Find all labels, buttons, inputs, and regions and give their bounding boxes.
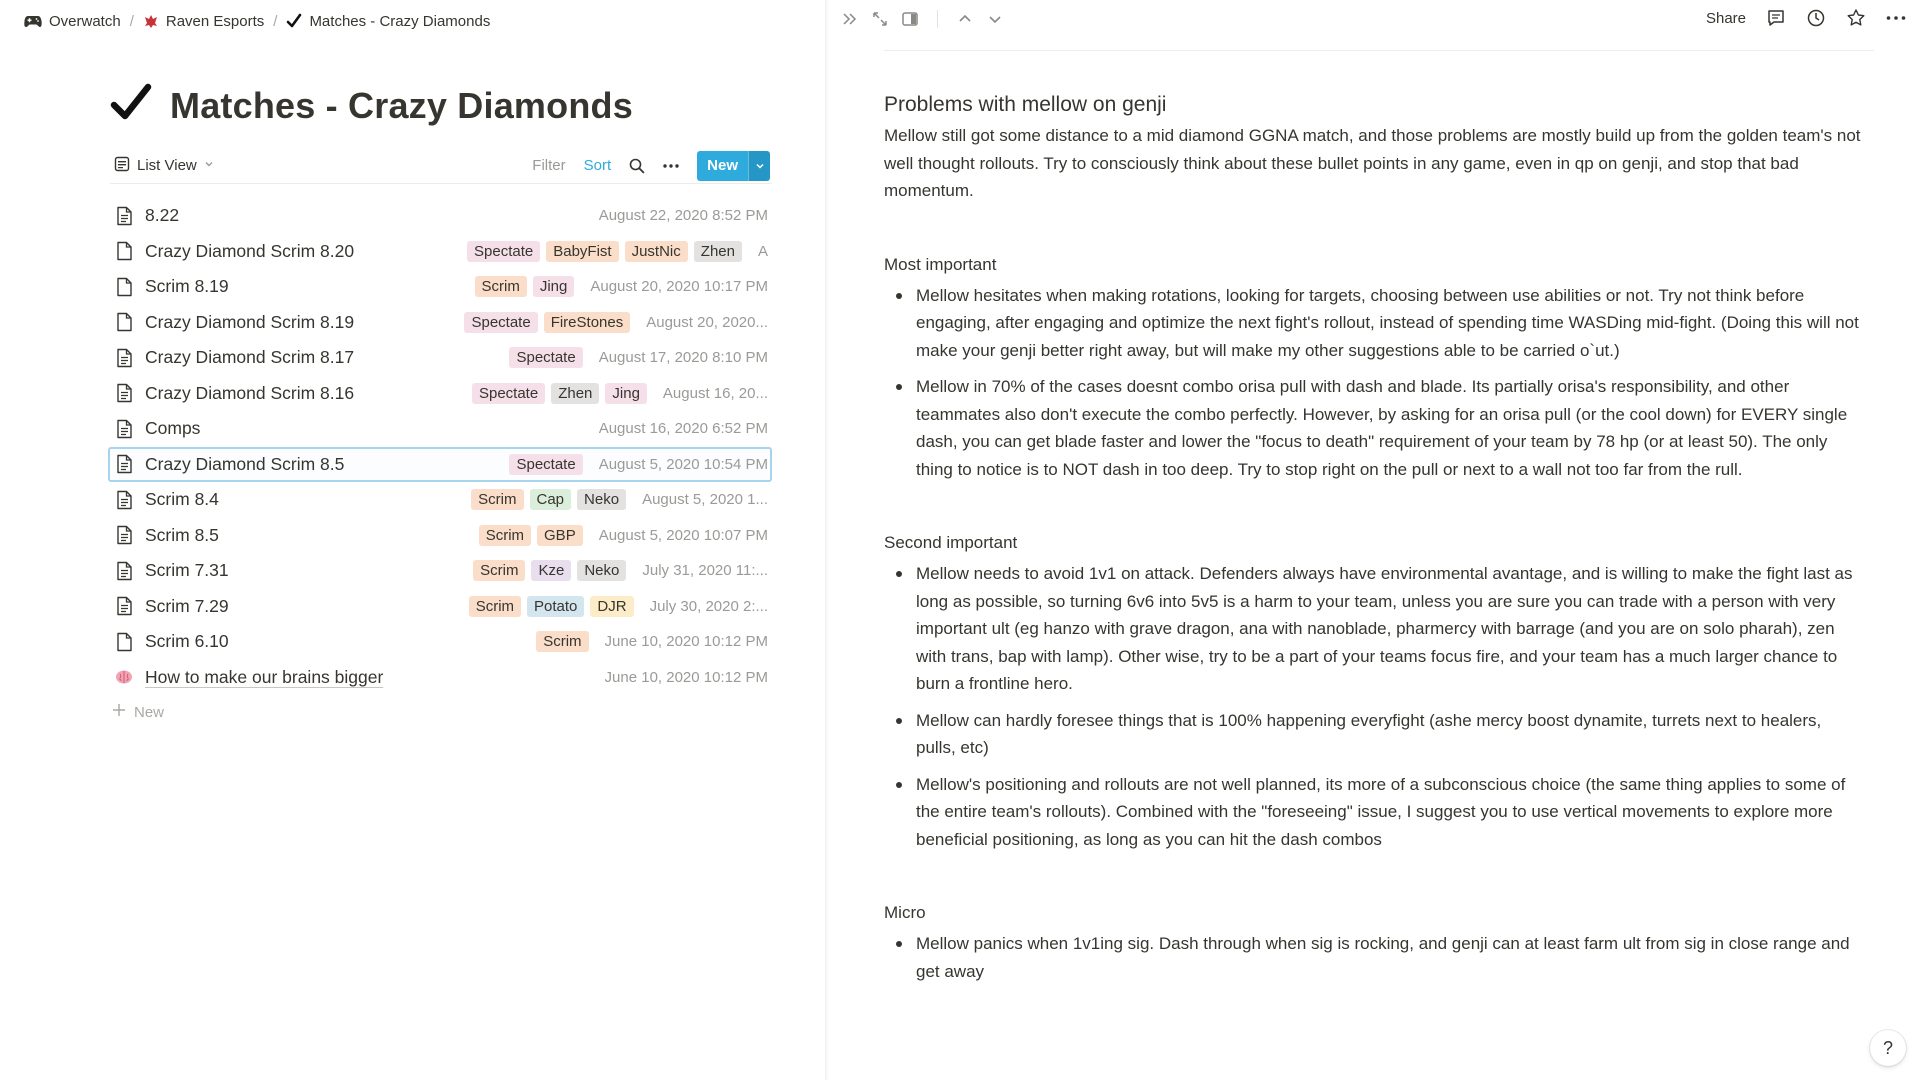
bullet-list: [884, 930, 1864, 985]
view-selector[interactable]: [110, 156, 214, 176]
tag-badge: Spectate: [472, 383, 545, 404]
tag-badge: Neko: [577, 489, 626, 510]
list-item[interactable]: [108, 198, 772, 234]
chevron-down-icon[interactable]: [986, 10, 1004, 28]
tag-badge: FireStones: [544, 312, 631, 333]
list-item-date: July 31, 2020 11:...: [642, 562, 768, 580]
page-icon: [114, 383, 134, 403]
list-item-title[interactable]: Comps: [145, 418, 201, 439]
section-title[interactable]: Most important: [884, 254, 997, 274]
view-toolbar: [110, 148, 772, 184]
tag-badge: BabyFist: [546, 241, 618, 262]
section-second-important: [884, 529, 1864, 853]
list-item[interactable]: [108, 411, 772, 447]
chevron-down-icon: [204, 159, 214, 172]
tag-badge: Potato: [527, 596, 584, 617]
tag-badge: Neko: [577, 560, 626, 581]
list-item-date: June 10, 2020 10:12 PM: [604, 668, 768, 686]
plus-icon: [112, 703, 126, 721]
list-item[interactable]: [108, 482, 772, 518]
list-view-icon: [114, 156, 130, 176]
bullet-item[interactable]: Mellow panics when 1v1ing sig. Dash through when sig is rocking, and genji can at least farm ult from sig in close range and get away: [884, 930, 1864, 985]
list-item-title[interactable]: Crazy Diamond Scrim 8.5: [145, 453, 345, 474]
list-item-title[interactable]: Crazy Diamond Scrim 8.16: [145, 382, 355, 403]
bullet-item[interactable]: Mellow's positioning and rollouts are not well planned, its more of a subconscious choice (the same thing applies to some of the entire team's rollouts). Combined with the "foreseeing" issue, I suggest you to use vertical movements to explore more beneficial positioning, as long as you can hit the dash combos: [884, 771, 1864, 854]
list-item-title[interactable]: Scrim 7.31: [145, 560, 229, 581]
page-icon: [114, 419, 134, 439]
tag-badge: Scrim: [469, 596, 521, 617]
page-icon: [114, 596, 134, 616]
tag-badge: Scrim: [536, 631, 588, 652]
breadcrumb-label: Matches - Crazy Diamonds: [309, 12, 491, 30]
view-label: List View: [137, 157, 197, 174]
list-item-date: August 5, 2020 10:07 PM: [598, 526, 768, 544]
page-icon: [114, 206, 134, 226]
list-item-date: August 5, 2020 10:54 PM: [598, 455, 768, 473]
list-item-date: July 30, 2020 2:...: [649, 597, 768, 615]
peek-topbar: [829, 0, 1920, 42]
tag-badge: Scrim: [479, 525, 531, 546]
list-item-properties: [472, 383, 768, 404]
list-item-date: August 20, 2020 10:17 PM: [590, 278, 768, 296]
list-item-properties: [509, 347, 768, 368]
list-item[interactable]: [108, 447, 772, 483]
checkmark-icon: [286, 13, 302, 29]
list-item-properties: [467, 241, 768, 262]
tag-badge: DJR: [590, 596, 633, 617]
page-icon: [114, 241, 134, 261]
gamepad-icon: [24, 14, 42, 28]
bullet-item[interactable]: Mellow hesitates when making rotations, looking for targets, choosing between use abilities or not. Try not think before engaging, after engaging and optimize the next fight's rollout, instead of spending time WASDing mid-fight. (Doing this will not make your genji better right away, but will make my other suggestions able to be carried o`ut.): [884, 282, 1864, 365]
tag-badge: Zhen: [551, 383, 599, 404]
more-options-icon[interactable]: [663, 164, 679, 168]
breadcrumb-label: Raven Esports: [165, 12, 265, 30]
list-item-date: August 16, 20...: [662, 384, 768, 402]
list-item-date: August 5, 2020 1...: [642, 491, 768, 509]
list-item-properties: [479, 525, 768, 546]
page-icon: [114, 348, 134, 368]
list-item-title[interactable]: How to make our brains bigger: [145, 666, 384, 687]
tag-badge: JustNic: [625, 241, 688, 262]
list-item[interactable]: [108, 624, 772, 660]
tag-badge: Spectate: [464, 312, 537, 333]
database-pane: [0, 0, 825, 1080]
list-item-properties: [536, 631, 768, 652]
new-button-group: [697, 151, 770, 181]
tag-badge: Spectate: [467, 241, 540, 262]
list-item-properties: [589, 207, 768, 224]
page-icon: [114, 277, 134, 297]
list-item-date: August 20, 2020...: [646, 313, 768, 331]
new-button[interactable]: New: [697, 151, 748, 181]
list-item[interactable]: [108, 269, 772, 305]
list-item[interactable]: [108, 518, 772, 554]
list-item-date: August 17, 2020 8:10 PM: [598, 349, 768, 367]
bullet-item[interactable]: Mellow can hardly foresee things that is 100% happening everyfight (ashe mercy boost dynamite, turrets next to healers, pulls, etc): [884, 707, 1864, 762]
more-options-icon[interactable]: [1886, 16, 1906, 20]
bullet-list: [884, 560, 1864, 853]
list-item-properties: [509, 454, 768, 475]
bullet-item[interactable]: Mellow needs to avoid 1v1 on attack. Defenders always have environmental avantage, and is willing to make the fight last as long as possible, so turning 6v6 into 5v5 is a harm to your team, unless you are sure you can trade with a person with very important ult (eg hanzo with grave dragon, ana with nanoblade, pharmercy with barrage (and you are on solo pharah), zen with trans, bap with lamp). Other wise, try to be a part of your teams focus fire, and your team has a much larger chance to burn a frontline hero.: [884, 560, 1864, 698]
brain-icon: [114, 669, 134, 685]
comment-icon[interactable]: [1766, 8, 1786, 28]
tag-badge: Scrim: [475, 276, 527, 297]
tag-badge: Zhen: [694, 241, 742, 262]
page-icon: [114, 490, 134, 510]
list-item-properties: [473, 560, 768, 581]
list-item[interactable]: [108, 376, 772, 412]
document-intro[interactable]: Mellow still got some distance to a mid diamond GGNA match, and those problems are mostly build up from the golden team's not well thought rollouts. Try to consciously think about these bullet points in any game, even in qp on genji, and stop that bad momentum.: [884, 126, 1861, 200]
double-chevron-right-icon[interactable]: [841, 10, 859, 28]
breadcrumb-item-overwatch[interactable]: [20, 13, 125, 30]
breadcrumb-item-matches[interactable]: [282, 13, 494, 30]
new-row-label: New: [134, 703, 165, 721]
tag-badge: Scrim: [471, 489, 523, 510]
section-micro: [884, 899, 1864, 985]
tag-badge: Kze: [531, 560, 571, 581]
sort-button[interactable]: Sort: [583, 157, 612, 174]
section-title[interactable]: Second important: [884, 533, 1018, 552]
section-most-important: [884, 251, 1864, 484]
star-icon[interactable]: [1846, 8, 1866, 28]
peek-nav: [841, 10, 1004, 28]
tag-badge: GBP: [537, 525, 583, 546]
tag-badge: Spectate: [509, 347, 582, 368]
list-item-date: June 10, 2020 10:12 PM: [604, 633, 768, 651]
peek-pane: [829, 0, 1920, 1080]
list-item-title[interactable]: Scrim 8.5: [145, 524, 219, 545]
list-item-properties: [471, 489, 768, 510]
page-icon: [114, 312, 134, 332]
list-item-title[interactable]: Scrim 8.4: [145, 489, 219, 510]
breadcrumb: [20, 10, 494, 32]
toolbar-divider: [937, 10, 938, 28]
list-item-title[interactable]: Scrim 6.10: [145, 631, 229, 652]
breadcrumb-separator: /: [129, 12, 134, 30]
list-item-date: A: [757, 242, 768, 260]
list-item-properties: [469, 596, 768, 617]
list-item[interactable]: [108, 340, 772, 376]
page-icon: [114, 525, 134, 545]
bullet-list: [884, 282, 1864, 484]
expand-icon[interactable]: [871, 10, 889, 28]
list-item-date: August 22, 2020 8:52 PM: [598, 207, 768, 225]
list-item-title[interactable]: Crazy Diamond Scrim 8.19: [145, 311, 355, 332]
side-peek-icon[interactable]: [901, 10, 919, 28]
page-title: [110, 82, 633, 129]
list-item[interactable]: [108, 553, 772, 589]
tag-badge: Spectate: [509, 454, 582, 475]
list-item[interactable]: [108, 660, 772, 696]
list-item-properties: [589, 420, 768, 437]
bullet-item[interactable]: Mellow in 70% of the cases doesnt combo orisa pull with dash and blade. Its partially orisa's responsibility, and other teammates also don't execute the combo perfectly. However, by asking for an orisa pull (or the cool down) for EVERY single dash, you can get blade faster and lower the "focus to death" requirement of your team by 78 hp (or at least 50). The only thing to notice is to NOT dash in too deep. Try to stop right on the pull or next to a wall not too far from the rull.: [884, 373, 1864, 483]
chevron-down-icon[interactable]: [748, 151, 770, 181]
peek-actions: [1706, 8, 1906, 28]
tag-badge: Cap: [530, 489, 572, 510]
breadcrumb-separator: /: [273, 12, 278, 30]
page-icon: [114, 632, 134, 652]
page-icon: [114, 561, 134, 581]
tag-badge: Jing: [605, 383, 647, 404]
section-title[interactable]: Micro: [884, 903, 926, 922]
document-body: [884, 92, 1864, 994]
page-list: [108, 198, 772, 695]
share-button[interactable]: Share: [1705, 9, 1746, 27]
raven-logo-icon: [143, 13, 159, 29]
page-title-text[interactable]: Matches - Crazy Diamonds: [170, 84, 633, 126]
page-icon: [114, 454, 134, 474]
list-item-title[interactable]: Scrim 8.19: [145, 276, 229, 297]
filter-button[interactable]: Filter: [532, 157, 566, 174]
breadcrumb-item-raven-esports[interactable]: [139, 13, 268, 30]
list-item[interactable]: [108, 589, 772, 625]
document-heading[interactable]: Problems with mellow on genji: [884, 93, 1167, 116]
header-divider: [884, 50, 1874, 51]
chevron-up-icon[interactable]: [956, 10, 974, 28]
list-item-properties: [475, 276, 769, 297]
list-item-date: August 16, 2020 6:52 PM: [598, 420, 768, 438]
list-item-title[interactable]: Scrim 7.29: [145, 595, 229, 616]
checkmark-icon[interactable]: [110, 82, 152, 129]
list-item-title[interactable]: 8.22: [145, 205, 180, 226]
search-icon[interactable]: [629, 158, 645, 174]
list-item-properties: [595, 669, 768, 686]
list-item-properties: [464, 312, 768, 333]
list-item[interactable]: [108, 234, 772, 270]
add-new-row-button[interactable]: [112, 703, 164, 721]
tag-badge: Scrim: [473, 560, 525, 581]
breadcrumb-label: Overwatch: [49, 12, 121, 30]
history-clock-icon[interactable]: [1806, 8, 1826, 28]
view-actions: [532, 151, 772, 181]
list-item-title[interactable]: Crazy Diamond Scrim 8.17: [145, 347, 355, 368]
help-button[interactable]: ?: [1870, 1030, 1906, 1066]
list-item-title[interactable]: Crazy Diamond Scrim 8.20: [145, 240, 355, 261]
tag-badge: Jing: [533, 276, 575, 297]
list-item[interactable]: [108, 305, 772, 341]
